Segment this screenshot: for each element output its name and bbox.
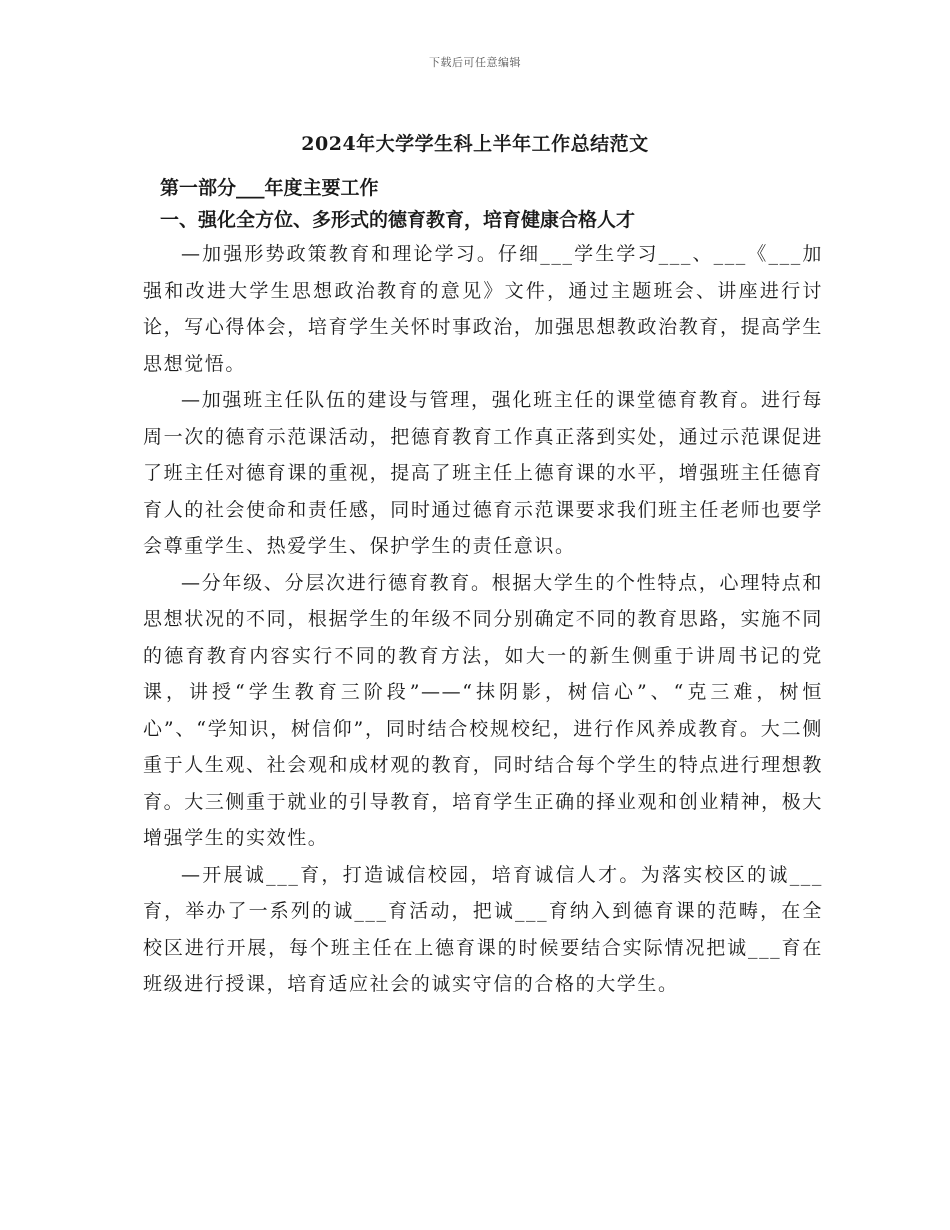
document-body — [143, 172, 823, 1003]
paragraph: —加强班主任队伍的建设与管理，强化班主任的课堂德育教育。进行每周一次的德育示范课活动，把德育教育工作真正落到实处，通过示范课促进了班主任对德育课的重视，提高了班主任上德育课的水平，增强班主任德育育人的社会使命和责任感，同时通过德育示范课要求我们班主任老师也要学会尊重学生、热爱学生、保护学生的责任意识。 — [143, 389, 823, 557]
document-title: 2024年大学学生科上半年工作总结范文 — [301, 133, 649, 155]
part-heading: 第一部分___年度主要工作 — [160, 177, 379, 199]
paragraph: —分年级、分层次进行德育教育。根据大学生的个性特点，心理特点和思想状况的不同，根据学生的年级不同分别确定不同的教育思路，实施不同的德育教育内容实行不同的教育方法，如大一的新生侧重于讲周书记的党课，讲授“学生教育三阶段”——“抹阴影，树信心”、“克三难，树恒心”、“学知识，树信仰”，同时结合校规校纪，进行作风养成教育。大二侧重于人生观、社会观和成材观的教育，同时结合每个学生的特点进行理想教育。大三侧重于就业的引导教育，培育学生正确的择业观和创业精神，极大增强学生的实效性。 — [143, 571, 823, 849]
header-note: 下载后可任意编辑 — [429, 56, 521, 69]
section-heading: 一、强化全方位、多形式的德育教育，培育健康合格人才 — [160, 209, 636, 231]
paragraph: —加强形势政策教育和理论学习。仔细___学生学习___、___《___加强和改进大学生思想政治教育的意见》文件，通过主题班会、讲座进行讨论，写心得体会，培育学生关怀时事政治，加强思想教政治教育，提高学生思想觉悟。 — [143, 243, 823, 375]
paragraph: —开展诚___育，打造诚信校园，培育诚信人才。为落实校区的诚___育，举办了一系列的诚___育活动，把诚___育纳入到德育课的范畴，在全校区进行开展，每个班主任在上德育课的时候要结合实际情况把诚___育在班级进行授课，培育适应社会的诚实守信的合格的大学生。 — [143, 863, 823, 995]
